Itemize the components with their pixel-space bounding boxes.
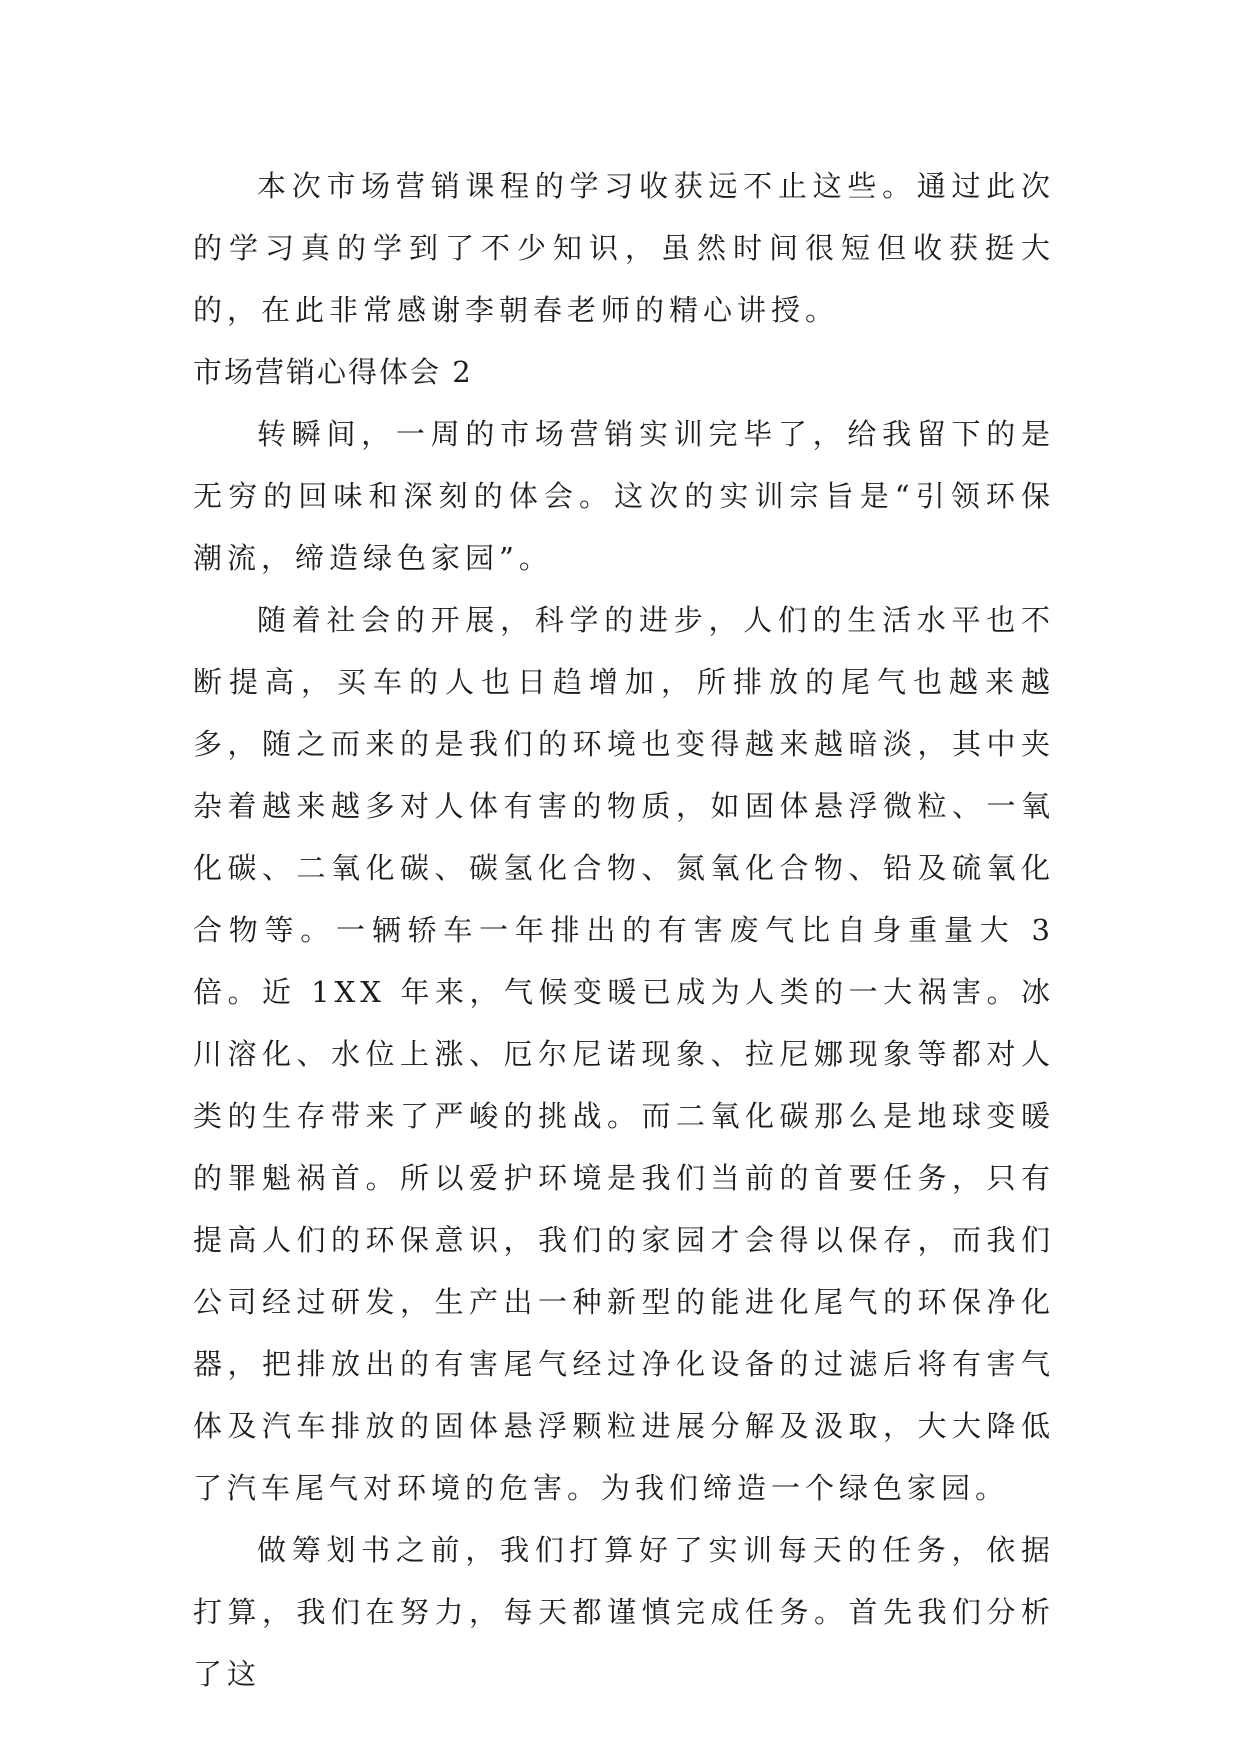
paragraph-environment: 随着社会的开展，科学的进步，人们的生活水平也不断提高，买车的人也日趋增加，所排放的尾气也越来越多，随之而来的是我们的环境也变得越来越暗淡，其中夹杂着越来越多对人体有害的物质，如固体悬浮微粒、一氧化碳、二氧化碳、碳氢化合物、氮氧化合物、铅及硫氧化合物等。一辆轿车一年排出的有害废气比自身重量大 3 倍。近 1XX 年来，气候变暖已成为人类的一大祸害。冰川溶化、水位上涨、厄尔尼诺现象、拉尼娜现象等都对人类的生存带来了严峻的挑战。而二氧化碳那么是地球变暖的罪魁祸首。所以爱护环境是我们当前的首要任务，只有提高人们的环保意识，我们的家园才会得以保存，而我们公司经过研发，生产出一种新型的能进化尾气的环保净化器，把排放出的有害尾气经过净化设备的过滤后将有害气体及汽车排放的固体悬浮颗粒进展分解及汲取，大大降低了汽车尾气对环境的危害。为我们缔造一个绿色家园。: [193, 603, 1055, 1505]
paragraph-closing-remarks: 本次市场营销课程的学习收获远不止这些。通过此次的学习真的学到了不少知识，虽然时间很短但收获挺大的，在此非常感谢李朝春老师的精心讲授。: [193, 169, 1055, 327]
paragraph-planning: 做筹划书之前，我们打算好了实训每天的任务，依据打算，我们在努力，每天都谨慎完成任务。首先我们分析了这: [193, 1533, 1055, 1691]
paragraph-training-intro: 转瞬间，一周的市场营销实训完毕了，给我留下的是无穷的回味和深刻的体会。这次的实训宗旨是“引领环保潮流，缔造绿色家园”。: [193, 417, 1055, 575]
section-heading: 市场营销心得体会 2: [193, 355, 473, 389]
document-body: [193, 155, 1055, 1705]
